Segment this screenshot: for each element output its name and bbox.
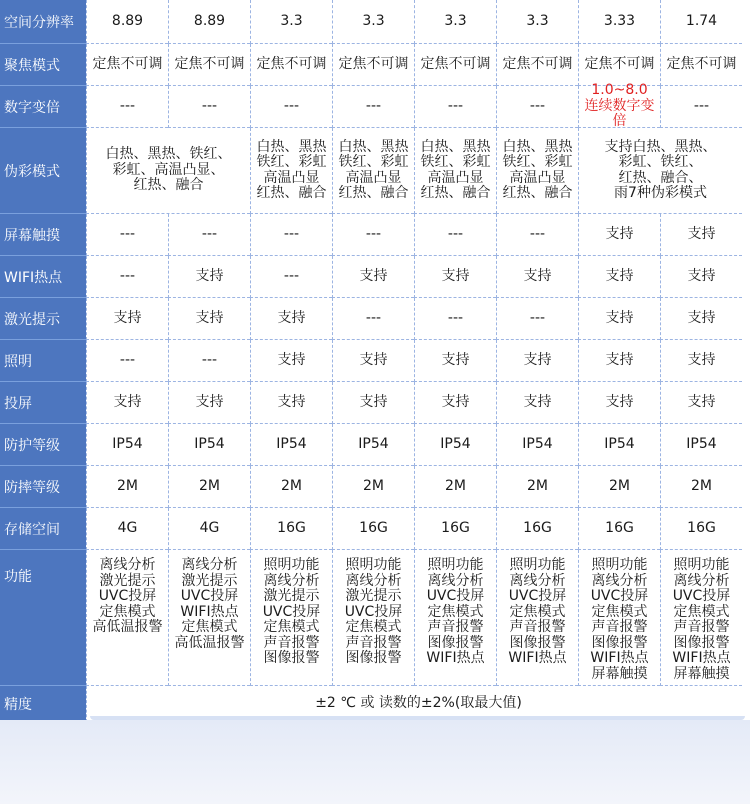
table-cell: 照明功能 离线分析 UVC投屏 定焦模式 声音报警 图像报警 WIFI热点 [496,550,578,686]
table-cell: 支持 [332,382,414,424]
table-cell: 支持 [578,298,660,340]
table-cell: 支持 [578,382,660,424]
table-row [0,550,750,686]
table-cell: 支持 [86,298,168,340]
table-cell: 白热、黑热 铁红、彩虹 高温凸显 红热、融合 [496,128,578,214]
table-cell: --- [250,86,332,128]
table-row [0,508,750,550]
table-cell: --- [86,86,168,128]
table-cell: 16G [250,508,332,550]
table-cell: 支持 [414,256,496,298]
table-cell: --- [168,86,250,128]
table-cell: 支持 [660,340,742,382]
table-cell: 定焦不可调 [332,44,414,86]
table-cell: 2M [660,466,742,508]
table-row [0,466,750,508]
table-cell: 16G [578,508,660,550]
table-cell: 16G [496,508,578,550]
table-cell: IP54 [168,424,250,466]
table-cell: IP54 [496,424,578,466]
table-cell: --- [250,256,332,298]
table-cell: --- [496,298,578,340]
table-cell: 照明功能 离线分析 UVC投屏 定焦模式 声音报警 图像报警 WIFI热点 屏幕触摸 [660,550,742,686]
table-cell: --- [414,214,496,256]
table-cell: 支持 [578,256,660,298]
table-cell: --- [332,298,414,340]
table-cell: IP54 [86,424,168,466]
table-cell: 白热、黑热、铁红、 彩虹、高温凸显、 红热、融合 [86,128,250,214]
table-cell: --- [86,214,168,256]
table-cell: 2M [414,466,496,508]
row-header: 功能 [0,550,86,686]
row-header: 防摔等级 [0,466,86,508]
table-cell: 支持 [332,340,414,382]
table-cell: 定焦不可调 [660,44,742,86]
table-cell: 照明功能 离线分析 激光提示 UVC投屏 定焦模式 声音报警 图像报警 [332,550,414,686]
table-cell: --- [86,340,168,382]
table-cell: 支持 [168,256,250,298]
row-header: 防护等级 [0,424,86,466]
table-row [0,44,750,86]
table-cell: 定焦不可调 [578,44,660,86]
table-cell: --- [250,214,332,256]
table-cell: 白热、黑热 铁红、彩虹 高温凸显 红热、融合 [250,128,332,214]
table-cell: 支持 [578,214,660,256]
table-cell: 2M [86,466,168,508]
row-header: 精度 [0,686,86,722]
table-cell: --- [414,86,496,128]
table-cell: 2M [496,466,578,508]
table-cell: IP54 [578,424,660,466]
table-cell: 8.89 [168,0,250,44]
table-cell: --- [86,256,168,298]
table-cell: 1.74 [660,0,742,44]
table-row [0,340,750,382]
table-cell: 定焦不可调 [86,44,168,86]
table-cell: 照明功能 离线分析 激光提示 UVC投屏 定焦模式 声音报警 图像报警 [250,550,332,686]
table-cell: 支持白热、黑热、 彩虹、铁红、 红热、融合、 雨7种伪彩模式 [578,128,742,214]
table-cell: 2M [250,466,332,508]
precision-value: ±2 ℃ 或 读数的±2%(取最大值) [86,686,750,722]
table-cell: IP54 [250,424,332,466]
table-cell: 离线分析 激光提示 UVC投屏 定焦模式 高低温报警 [86,550,168,686]
table-cell: 3.3 [414,0,496,44]
table-cell: 支持 [332,256,414,298]
table-row [0,382,750,424]
table-row [0,298,750,340]
table-cell: 支持 [250,382,332,424]
table-cell: IP54 [414,424,496,466]
table-cell: 8.89 [86,0,168,44]
table-cell: 1.0~8.0 连续数字变倍 [578,86,660,128]
table-cell: 16G [414,508,496,550]
table-cell: 3.3 [496,0,578,44]
table-cell: 支持 [496,256,578,298]
row-header: 空间分辨率 [0,0,86,44]
row-header: 聚焦模式 [0,44,86,86]
table-cell: 3.3 [332,0,414,44]
table-cell: --- [168,340,250,382]
table-cell: 支持 [660,256,742,298]
table-cell: 支持 [168,298,250,340]
table-cell: 3.3 [250,0,332,44]
table-cell: 支持 [660,298,742,340]
row-header: 激光提示 [0,298,86,340]
row-header: 数字变倍 [0,86,86,128]
table-row [0,0,750,44]
table-cell: 16G [332,508,414,550]
table-cell: 3.33 [578,0,660,44]
table-row [0,214,750,256]
table-cell: 支持 [86,382,168,424]
table-cell: IP54 [660,424,742,466]
table-cell: 4G [86,508,168,550]
table-cell: 支持 [168,382,250,424]
table-cell: 2M [168,466,250,508]
table-cell: --- [332,86,414,128]
table-cell: 支持 [250,298,332,340]
row-header: 照明 [0,340,86,382]
table-cell: 照明功能 离线分析 UVC投屏 定焦模式 声音报警 图像报警 WIFI热点 屏幕触摸 [578,550,660,686]
table-cell: 支持 [578,340,660,382]
table-cell: 支持 [250,340,332,382]
row-header: WIFI热点 [0,256,86,298]
table-cell: 定焦不可调 [168,44,250,86]
table-cell: 支持 [660,214,742,256]
table-cell: 白热、黑热 铁红、彩虹 高温凸显 红热、融合 [414,128,496,214]
table-cell: 定焦不可调 [496,44,578,86]
row-header: 存储空间 [0,508,86,550]
table-cell: 照明功能 离线分析 UVC投屏 定焦模式 声音报警 图像报警 WIFI热点 [414,550,496,686]
table-cell: 支持 [496,382,578,424]
page-background-fade [0,720,750,804]
table-cell: 支持 [496,340,578,382]
table-row [0,82,750,130]
table-cell: 16G [660,508,742,550]
table-cell: 支持 [414,382,496,424]
table-cell: 离线分析 激光提示 UVC投屏 WIFI热点 定焦模式 高低温报警 [168,550,250,686]
table-cell: --- [496,86,578,128]
table-cell: 定焦不可调 [414,44,496,86]
table-cell: 定焦不可调 [250,44,332,86]
table-cell: 白热、黑热 铁红、彩虹 高温凸显 红热、融合 [332,128,414,214]
table-cell: 2M [332,466,414,508]
row-header: 投屏 [0,382,86,424]
table-cell: 支持 [414,340,496,382]
table-cell: --- [660,86,742,128]
table-cell: IP54 [332,424,414,466]
table-cell: 支持 [660,382,742,424]
table-cell: --- [496,214,578,256]
table-cell: --- [414,298,496,340]
row-header: 伪彩模式 [0,128,86,214]
table-row [0,128,750,214]
table-row [0,256,750,298]
table-cell: 4G [168,508,250,550]
table-cell: 2M [578,466,660,508]
table-cell: --- [332,214,414,256]
table-cell: --- [168,214,250,256]
row-header: 屏幕触摸 [0,214,86,256]
table-row [0,424,750,466]
